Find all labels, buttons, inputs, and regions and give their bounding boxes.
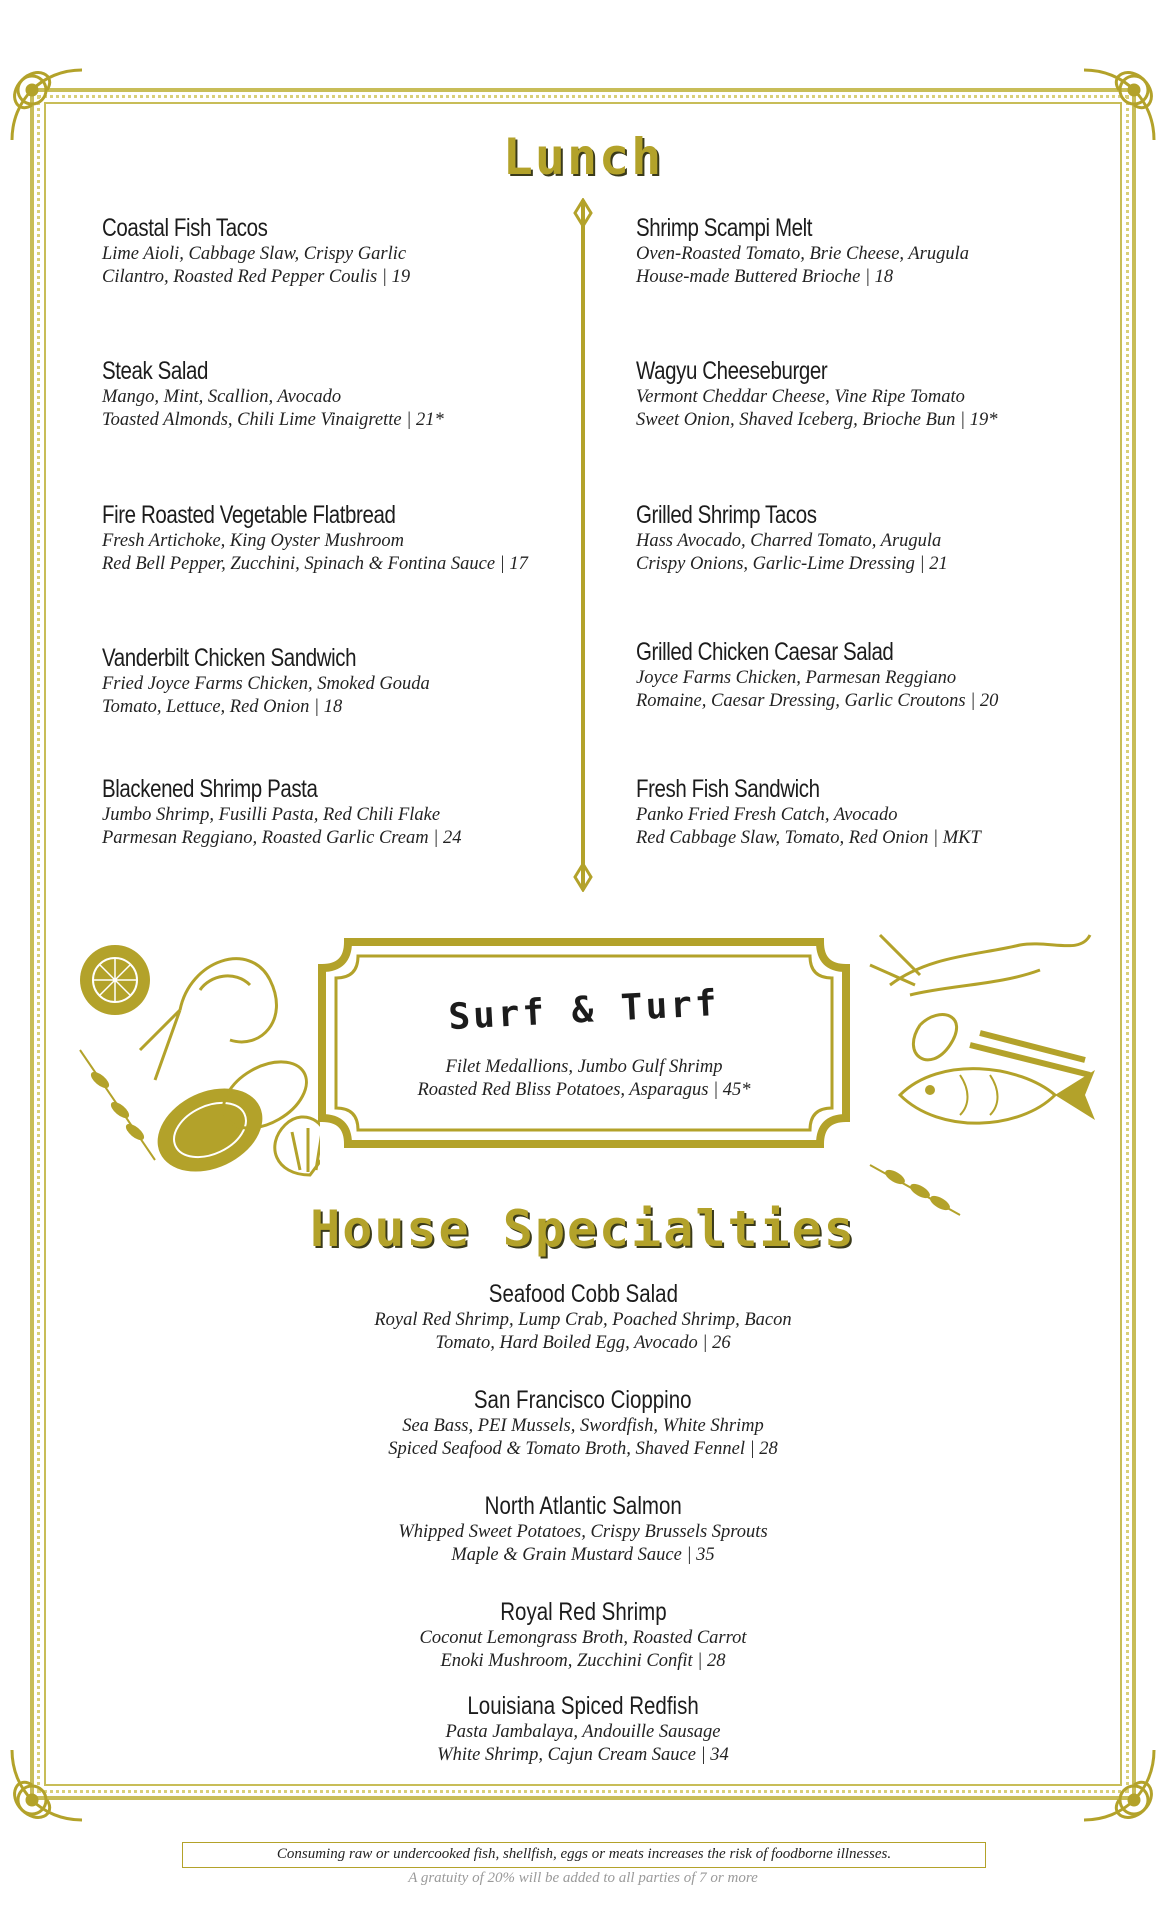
lunch-heading: Lunch: [502, 128, 664, 186]
item-desc: Toasted Almonds, Chili Lime Vinaigrette | 21*: [102, 410, 444, 430]
item-name: Seafood Cobb Salad: [488, 1280, 678, 1308]
item-desc: Enoki Mushroom, Zucchini Confit | 28: [440, 1651, 726, 1671]
scallop-icon: [275, 1117, 320, 1175]
menu-item: [636, 357, 997, 432]
menu-item: [0, 1280, 1166, 1355]
item-desc: Red Cabbage Slaw, Tomato, Red Onion | MKT: [636, 828, 981, 848]
shrimp-icon: [140, 959, 276, 1080]
item-desc: Jumbo Shrimp, Fusilli Pasta, Red Chili Flake: [102, 805, 441, 825]
menu-item: [0, 1492, 1166, 1567]
item-desc: Romaine, Caesar Dressing, Garlic Croutons | 20: [636, 691, 999, 711]
item-name: Fire Roasted Vegetable Flatbread: [102, 501, 396, 529]
menu-item: [102, 775, 461, 850]
item-desc: Whipped Sweet Potatoes, Crispy Brussels Sprouts: [398, 1522, 768, 1542]
item-desc: Pasta Jambalaya, Andouille Sausage: [445, 1722, 721, 1742]
menu-item: [102, 501, 528, 576]
item-desc: Red Bell Pepper, Zucchini, Spinach & Fontina Sauce | 17: [102, 554, 528, 574]
menu-item: [102, 357, 444, 432]
item-desc: Crispy Onions, Garlic-Lime Dressing | 21: [636, 554, 948, 574]
item-desc: Fresh Artichoke, King Oyster Mushroom: [102, 531, 404, 551]
item-name: Vanderbilt Chicken Sandwich: [102, 644, 357, 672]
divider-cap-icon: [571, 862, 595, 892]
item-name: Grilled Chicken Caesar Salad: [636, 638, 894, 666]
herb-sprig-icon: [80, 1050, 155, 1160]
seafood-illustration-right: [860, 915, 1100, 1225]
seafood-illustration-left: [60, 920, 320, 1210]
menu-item: [636, 638, 998, 713]
item-desc: Cilantro, Roasted Red Pepper Coulis | 19: [102, 267, 411, 287]
item-desc: Hass Avocado, Charred Tomato, Arugula: [636, 531, 942, 551]
column-divider: [581, 200, 585, 890]
item-desc: Filet Medallions, Jumbo Gulf Shrimp: [445, 1057, 723, 1077]
house-specialties-heading: House Specialties: [310, 1200, 856, 1258]
lobster-icon: [870, 935, 1090, 1060]
item-desc: Maple & Grain Mustard Sauce | 35: [451, 1545, 715, 1565]
item-desc: Roasted Red Bliss Potatoes, Asparagus | 45*: [417, 1080, 751, 1100]
item-name: Wagyu Cheeseburger: [636, 357, 828, 385]
item-desc: Sweet Onion, Shaved Iceberg, Brioche Bun | 19*: [636, 410, 998, 430]
item-desc: White Shrimp, Cajun Cream Sauce | 34: [437, 1745, 729, 1765]
menu-item: [636, 214, 969, 289]
menu-item: [0, 1386, 1166, 1461]
item-name: Fresh Fish Sandwich: [636, 775, 820, 803]
item-name: Grilled Shrimp Tacos: [636, 501, 817, 529]
food-safety-warning: Consuming raw or undercooked fish, shellfish, eggs or meats increases the risk of foodborne illnesses.: [182, 1842, 986, 1868]
item-name: San Francisco Cioppino: [474, 1386, 692, 1414]
surf-turf-frame: [318, 938, 850, 1148]
item-desc: Lime Aioli, Cabbage Slaw, Crispy Garlic: [102, 244, 407, 264]
item-name: Blackened Shrimp Pasta: [102, 775, 318, 803]
menu-item: [0, 1598, 1166, 1673]
item-desc: Sea Bass, PEI Mussels, Swordfish, White Shrimp: [402, 1416, 764, 1436]
item-desc: Coconut Lemongrass Broth, Roasted Carrot: [419, 1628, 747, 1648]
menu-item: [636, 775, 981, 850]
item-desc: Spiced Seafood & Tomato Broth, Shaved Fennel | 28: [388, 1439, 778, 1459]
menu-item: [636, 501, 948, 576]
item-name: North Atlantic Salmon: [484, 1492, 682, 1520]
item-name: Coastal Fish Tacos: [102, 214, 268, 242]
divider-cap-icon: [571, 198, 595, 228]
item-desc: Oven-Roasted Tomato, Brie Cheese, Arugula: [636, 244, 969, 264]
item-desc: House-made Buttered Brioche | 18: [636, 267, 894, 287]
fish-icon: [900, 1069, 1095, 1124]
item-name: Royal Red Shrimp: [499, 1598, 667, 1626]
item-name: Louisiana Spiced Redfish: [467, 1692, 699, 1720]
gratuity-note: A gratuity of 20% will be added to all parties of 7 or more: [408, 1870, 758, 1886]
surf-turf-heading: Surf & Turf: [447, 982, 721, 1039]
item-name: Steak Salad: [102, 357, 209, 385]
item-desc: Tomato, Hard Boiled Egg, Avocado | 26: [435, 1333, 731, 1353]
item-desc: Panko Fried Fresh Catch, Avocado: [636, 805, 898, 825]
item-desc: Mango, Mint, Scallion, Avocado: [102, 387, 342, 407]
item-desc: Vermont Cheddar Cheese, Vine Ripe Tomato: [636, 387, 965, 407]
item-name: Shrimp Scampi Melt: [636, 214, 813, 242]
item-desc: Fried Joyce Farms Chicken, Smoked Gouda: [102, 674, 430, 694]
item-desc: Royal Red Shrimp, Lump Crab, Poached Shrimp, Bacon: [374, 1310, 792, 1330]
item-desc: Joyce Farms Chicken, Parmesan Reggiano: [636, 668, 957, 688]
mussel-icon: [144, 1048, 318, 1187]
lemon-icon: [80, 945, 150, 1015]
item-desc: Tomato, Lettuce, Red Onion | 18: [102, 697, 343, 717]
menu-item: [102, 644, 430, 719]
menu-item: [0, 1692, 1166, 1767]
menu-item: [102, 214, 410, 289]
surf-turf-description: [318, 1056, 850, 1102]
item-desc: Parmesan Reggiano, Roasted Garlic Cream | 24: [102, 828, 462, 848]
